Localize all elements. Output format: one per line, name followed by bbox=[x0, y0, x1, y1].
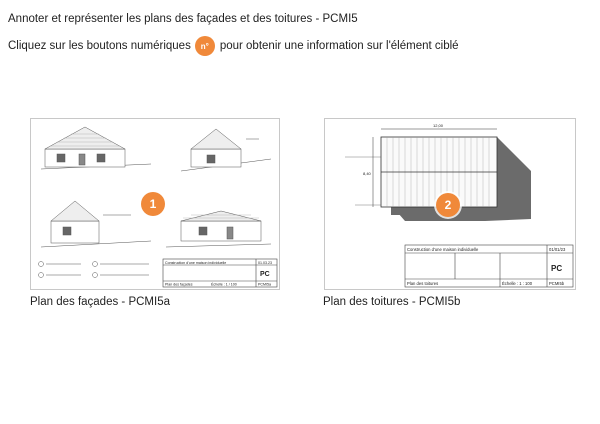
titleblock-b-sheet-title: Plan des toitures bbox=[407, 281, 439, 286]
instruction-text bbox=[8, 36, 459, 56]
titleblock-b-date: 01/01/23 bbox=[549, 247, 566, 252]
info-button-2[interactable]: 2 bbox=[436, 193, 460, 217]
instruction-after: pour obtenir une information sur l'élément ciblé bbox=[219, 40, 459, 52]
roof-width-dimension: 12,00 bbox=[433, 123, 444, 128]
titleblock-a-date: 01.03.23 bbox=[258, 261, 272, 265]
titleblock-b-ref: PCMI5b bbox=[549, 281, 565, 286]
page-title: Annoter et représenter les plans des façades et des toitures - PCMI5 bbox=[8, 13, 358, 25]
titleblock-a-code: PC bbox=[260, 271, 270, 278]
titleblock-b-code: PC bbox=[551, 264, 563, 273]
info-button-1[interactable]: 1 bbox=[141, 192, 165, 216]
titleblock-a-scale: Échelle : 1 / 100 bbox=[211, 282, 237, 287]
roof-depth-dimension: 8,40 bbox=[363, 171, 371, 176]
titleblock-a-ref: PCMI5a bbox=[258, 282, 271, 287]
instruction-before: Cliquez sur les boutons numériques bbox=[8, 40, 191, 52]
roof-plan-caption: Plan des toitures - PCMI5b bbox=[323, 296, 461, 308]
titleblock-b-project: Construction d'une maison individuelle bbox=[407, 247, 479, 252]
titleblock-a-sheet-title: Plan des façades bbox=[165, 282, 193, 287]
facades-plan-caption: Plan des façades - PCMI5a bbox=[30, 296, 170, 308]
titleblock-b-scale: Échelle : 1 : 100 bbox=[502, 281, 533, 286]
number-badge-example: n° bbox=[195, 36, 215, 56]
titleblock-a-project: Construction d'une maison individuelle bbox=[165, 261, 227, 265]
